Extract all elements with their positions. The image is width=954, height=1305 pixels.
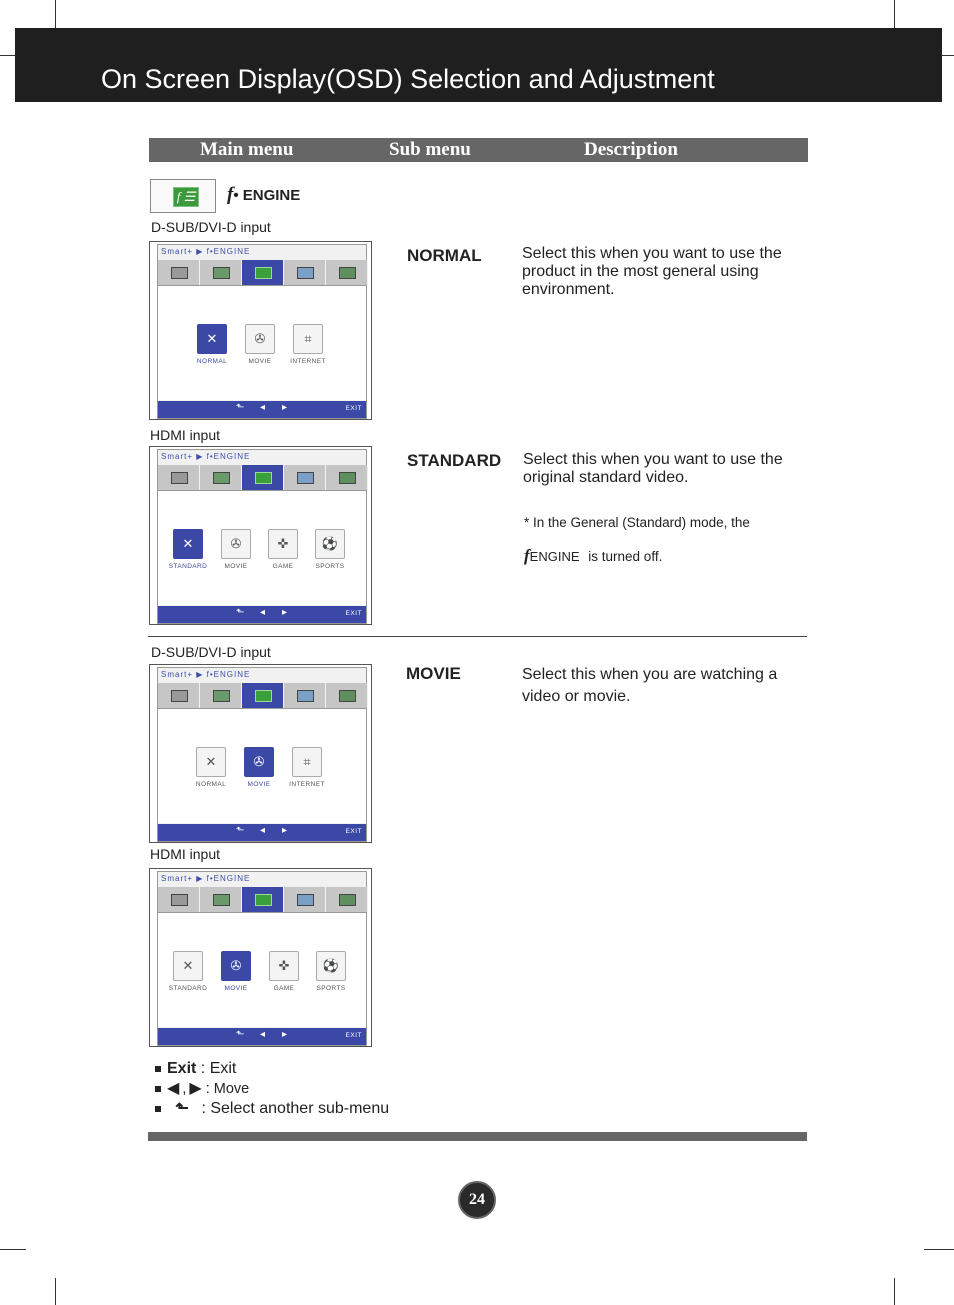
color-icon bbox=[213, 267, 230, 279]
normal-icon: ✕ bbox=[196, 747, 226, 777]
osd-item-sports bbox=[306, 529, 354, 570]
internet-icon: ⌗ bbox=[293, 324, 323, 354]
osd-screenshot-dsub-movie bbox=[149, 664, 372, 843]
right-arrow-icon: ▸ bbox=[282, 1029, 288, 1040]
page-title: On Screen Display(OSD) Selection and Adjustment bbox=[101, 64, 715, 94]
osd-item-label: MOVIE bbox=[247, 781, 271, 788]
osd-tab-picture bbox=[158, 465, 200, 490]
osd-tab-fengine bbox=[242, 683, 284, 708]
right-arrow-icon: ▸ bbox=[282, 607, 288, 618]
osd-tab-display bbox=[284, 260, 326, 285]
gamepad-icon: ✜ bbox=[269, 951, 299, 981]
osd-tab-setup bbox=[326, 260, 368, 285]
fengine-icon bbox=[255, 267, 272, 279]
osd-item-label: STANDARD bbox=[168, 563, 208, 570]
osd-footer bbox=[158, 1028, 366, 1045]
return-arrow-icon: ⬑ bbox=[175, 1100, 189, 1117]
display-icon bbox=[297, 690, 314, 702]
mode-normal-description: Select this when you want to use the product in the most general using environment. bbox=[522, 245, 782, 298]
osd-footer bbox=[158, 824, 366, 841]
fengine-label: • ENGINE bbox=[233, 187, 301, 204]
input-label-hdmi: HDMI input bbox=[150, 427, 221, 443]
bullet-icon bbox=[155, 1106, 161, 1112]
standard-note-tail: is turned off. bbox=[588, 549, 663, 564]
legend-move-text: : Move bbox=[205, 1081, 250, 1097]
standard-icon: ✕ bbox=[173, 529, 203, 559]
osd-item-movie bbox=[235, 747, 283, 788]
up-arrow-icon: ⬑ bbox=[236, 825, 245, 836]
osd-item-game bbox=[260, 951, 308, 992]
osd-tab-display bbox=[284, 683, 326, 708]
normal-icon: ✕ bbox=[197, 324, 227, 354]
bullet-icon bbox=[155, 1066, 161, 1072]
monitor-icon bbox=[339, 894, 356, 906]
osd-item-label: STANDARD bbox=[168, 985, 208, 992]
mode-normal: NORMAL bbox=[407, 246, 482, 265]
osd-tab-color bbox=[200, 260, 242, 285]
film-reel-icon: ✇ bbox=[244, 747, 274, 777]
osd-screenshot-dsub-normal bbox=[149, 241, 372, 420]
osd-footer bbox=[158, 401, 366, 418]
osd-tab-color bbox=[200, 683, 242, 708]
crop-mark bbox=[894, 0, 895, 28]
osd-exit: EXIT bbox=[345, 1032, 362, 1039]
up-arrow-icon: ⬑ bbox=[236, 607, 245, 618]
crop-mark bbox=[894, 1278, 895, 1305]
film-reel-icon: ✇ bbox=[221, 951, 251, 981]
osd-item-internet bbox=[283, 747, 331, 788]
fengine-logo bbox=[227, 184, 300, 206]
crop-mark bbox=[55, 1278, 56, 1305]
left-arrow-icon: ◂ bbox=[260, 825, 266, 836]
fengine-icon bbox=[255, 894, 272, 906]
fengine-f-glyph: f bbox=[227, 184, 234, 205]
column-main-menu: Main menu bbox=[200, 139, 294, 160]
legend-move-sep: , bbox=[182, 1081, 187, 1097]
osd-breadcrumb: Smart+ ▶ f•ENGINE bbox=[161, 670, 251, 679]
left-triangle-icon: ◀ bbox=[167, 1080, 180, 1097]
right-arrow-icon: ▸ bbox=[282, 402, 288, 413]
fengine-f-glyph: f bbox=[524, 546, 530, 565]
osd-item-label: GAME bbox=[272, 563, 294, 570]
osd-item-normal bbox=[188, 324, 236, 365]
left-arrow-icon: ◂ bbox=[260, 607, 266, 618]
osd-item-normal bbox=[187, 747, 235, 788]
osd-tab-fengine bbox=[242, 260, 284, 285]
osd-item-internet bbox=[284, 324, 332, 365]
fengine-icon bbox=[255, 472, 272, 484]
film-reel-icon: ✇ bbox=[245, 324, 275, 354]
color-icon bbox=[213, 472, 230, 484]
osd-item-standard bbox=[164, 529, 212, 570]
osd-item-label: NORMAL bbox=[195, 781, 227, 788]
osd-tab-color bbox=[200, 465, 242, 490]
osd-item-label: MOVIE bbox=[224, 563, 248, 570]
crop-mark bbox=[942, 55, 954, 56]
soccer-ball-icon: ⚽ bbox=[316, 951, 346, 981]
picture-icon bbox=[171, 690, 188, 702]
crop-mark bbox=[0, 55, 15, 56]
osd-tabs bbox=[158, 683, 366, 709]
osd-tabs bbox=[158, 465, 366, 491]
internet-icon: ⌗ bbox=[292, 747, 322, 777]
display-icon bbox=[297, 267, 314, 279]
crop-mark bbox=[924, 1249, 954, 1250]
osd-item-label: INTERNET bbox=[289, 781, 325, 788]
osd-breadcrumb: Smart+ ▶ f•ENGINE bbox=[161, 247, 251, 256]
legend-submenu bbox=[155, 1098, 389, 1118]
footer-bar bbox=[148, 1132, 807, 1141]
osd-tab-display bbox=[284, 887, 326, 912]
osd-tab-display bbox=[284, 465, 326, 490]
fengine-icon: f ☰ bbox=[173, 187, 199, 207]
osd-item-label: INTERNET bbox=[290, 358, 326, 365]
up-arrow-icon: ⬑ bbox=[236, 1029, 245, 1040]
input-label-hdmi: HDMI input bbox=[150, 846, 221, 862]
column-description: Description bbox=[584, 139, 678, 160]
fengine-inline-logo: ENGINE bbox=[529, 549, 580, 564]
mode-movie-description: Select this when you are watching a video or movie. bbox=[522, 666, 778, 705]
display-icon bbox=[297, 894, 314, 906]
picture-icon bbox=[171, 267, 188, 279]
right-arrow-icon: ▸ bbox=[282, 825, 288, 836]
osd-exit: EXIT bbox=[345, 828, 362, 835]
mode-standard: STANDARD bbox=[407, 451, 502, 470]
osd-item-label: MOVIE bbox=[224, 985, 248, 992]
osd-tab-color bbox=[200, 887, 242, 912]
bullet-icon bbox=[155, 1086, 161, 1092]
mode-standard-description: Select this when you want to use the original standard video. bbox=[523, 451, 783, 486]
gamepad-icon: ✜ bbox=[268, 529, 298, 559]
crop-mark bbox=[55, 0, 56, 28]
fengine-menu-icon bbox=[150, 179, 216, 213]
osd-tab-fengine bbox=[242, 465, 284, 490]
up-arrow-icon: ⬑ bbox=[236, 402, 245, 413]
osd-item-sports bbox=[307, 951, 355, 992]
osd-item-label: NORMAL bbox=[196, 358, 228, 365]
osd-item-label: SPORTS bbox=[315, 563, 345, 570]
soccer-ball-icon: ⚽ bbox=[315, 529, 345, 559]
left-arrow-icon: ◂ bbox=[260, 1029, 266, 1040]
left-arrow-icon: ◂ bbox=[260, 402, 266, 413]
osd-item-standard bbox=[164, 951, 212, 992]
picture-icon bbox=[171, 894, 188, 906]
osd-tabs bbox=[158, 260, 366, 286]
osd-tab-picture bbox=[158, 887, 200, 912]
legend-exit-text: : Exit bbox=[200, 1060, 237, 1077]
osd-item-movie bbox=[212, 951, 260, 992]
osd-breadcrumb: Smart+ ▶ f•ENGINE bbox=[161, 452, 251, 461]
osd-exit: EXIT bbox=[345, 405, 362, 412]
right-triangle-icon: ▶ bbox=[189, 1080, 202, 1097]
picture-icon bbox=[171, 472, 188, 484]
osd-item-label: GAME bbox=[273, 985, 295, 992]
column-header-bar bbox=[149, 138, 808, 162]
osd-item-game bbox=[259, 529, 307, 570]
legend-move bbox=[155, 1078, 249, 1098]
osd-tabs bbox=[158, 887, 366, 913]
input-label-dsub: D-SUB/DVI-D input bbox=[151, 644, 271, 660]
display-icon bbox=[297, 472, 314, 484]
osd-item-movie bbox=[212, 529, 260, 570]
osd-tab-picture bbox=[158, 683, 200, 708]
crop-mark bbox=[0, 1249, 26, 1250]
page-header bbox=[15, 28, 942, 102]
input-label-dsub: D-SUB/DVI-D input bbox=[151, 219, 271, 235]
color-icon bbox=[213, 690, 230, 702]
standard-note-line2 bbox=[524, 546, 662, 566]
color-icon bbox=[213, 894, 230, 906]
osd-screenshot-hdmi-standard bbox=[149, 446, 372, 625]
mode-movie: MOVIE bbox=[406, 664, 461, 683]
legend-submenu-text: : Select another sub-menu bbox=[201, 1100, 390, 1117]
osd-breadcrumb: Smart+ ▶ f•ENGINE bbox=[161, 874, 251, 883]
osd-screenshot-hdmi-movie bbox=[149, 868, 372, 1047]
legend-exit-key: Exit bbox=[167, 1060, 197, 1077]
monitor-icon bbox=[339, 690, 356, 702]
osd-tab-fengine bbox=[242, 887, 284, 912]
legend-exit bbox=[155, 1060, 236, 1078]
osd-item-label: MOVIE bbox=[248, 358, 272, 365]
osd-item-movie bbox=[236, 324, 284, 365]
osd-tab-setup bbox=[326, 683, 368, 708]
fengine-icon bbox=[255, 690, 272, 702]
osd-footer bbox=[158, 606, 366, 623]
osd-tab-picture bbox=[158, 260, 200, 285]
section-divider bbox=[148, 636, 807, 637]
standard-icon: ✕ bbox=[173, 951, 203, 981]
page-number: 24 bbox=[458, 1181, 496, 1219]
osd-exit: EXIT bbox=[345, 610, 362, 617]
column-sub-menu: Sub menu bbox=[389, 139, 471, 160]
osd-item-label: SPORTS bbox=[316, 985, 346, 992]
film-reel-icon: ✇ bbox=[221, 529, 251, 559]
osd-tab-setup bbox=[326, 465, 368, 490]
standard-note: * In the General (Standard) mode, the bbox=[524, 515, 750, 530]
osd-tab-setup bbox=[326, 887, 368, 912]
monitor-icon bbox=[339, 472, 356, 484]
monitor-icon bbox=[339, 267, 356, 279]
